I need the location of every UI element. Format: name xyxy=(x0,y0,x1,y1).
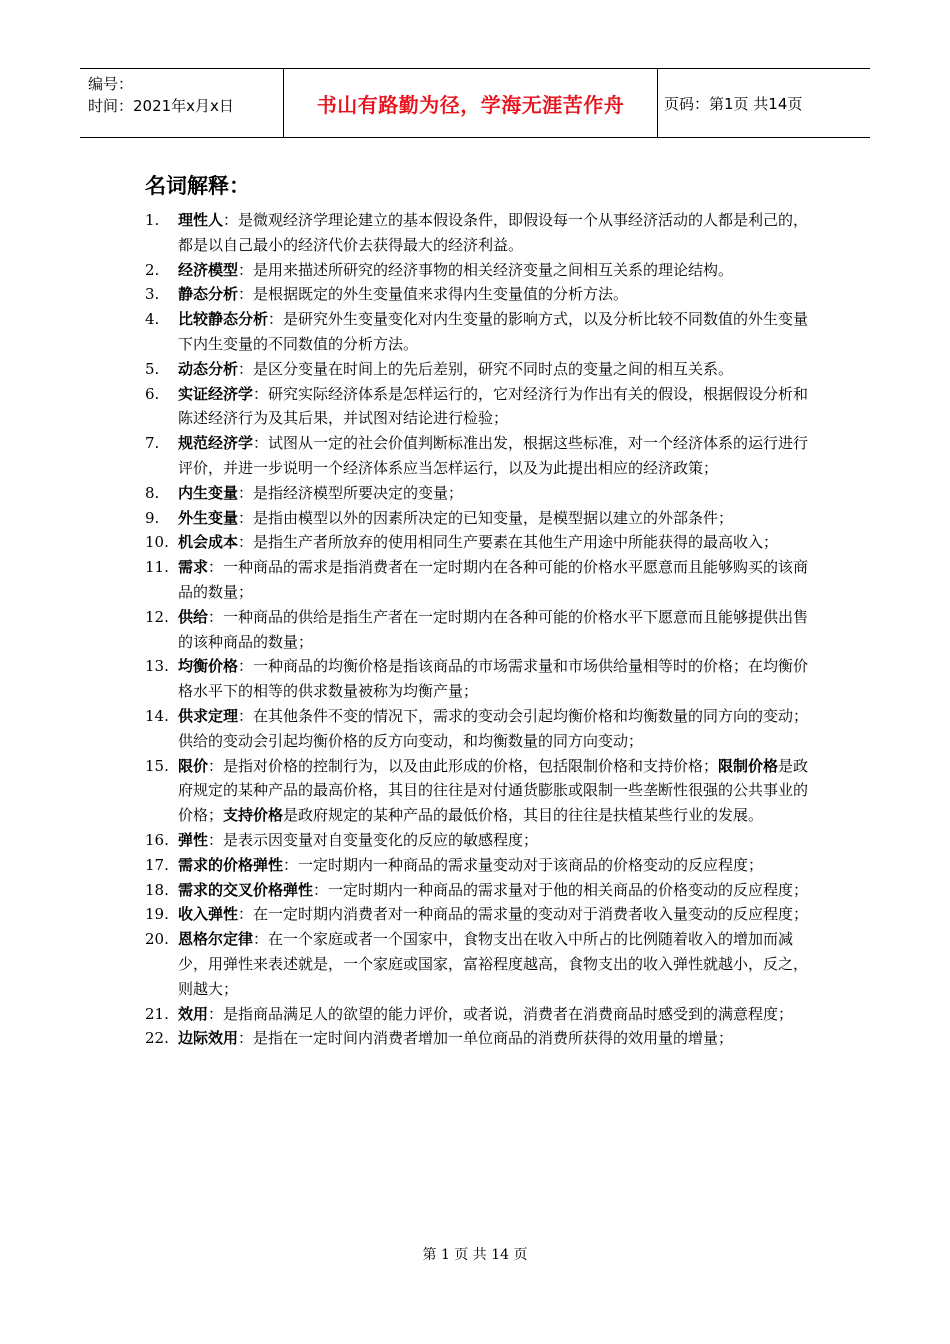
item-term: 弹性 xyxy=(178,830,209,849)
item-number: 2. xyxy=(145,260,160,279)
header-motto: 书山有路勤为径，学海无涯苦作舟 xyxy=(316,92,625,117)
item-number: 3. xyxy=(145,285,160,304)
item-definition: ：是研究外生变量变化对内生变量的影响方式，以及分析比较不同数值的外生变量下内生变量的不同数值的分析方法。 xyxy=(178,310,809,353)
item-term: 限制价格 xyxy=(718,756,779,775)
list-item xyxy=(0,902,818,927)
item-definition: ：一种商品的供给是指生产者在一定时期内在各种可能的价格水平下愿意而且能够提供出售的该种商品的数量； xyxy=(178,607,809,651)
item-number: 12. xyxy=(145,607,169,626)
item-definition: ：是微观经济学理论建立的基本假设条件，即假设每一个从事经济活动的人都是利己的，都是以自己最小的经济代价去获得最大的经济利益。 xyxy=(178,211,809,254)
item-term: 理性人 xyxy=(178,211,224,229)
item-term: 动态分析 xyxy=(178,359,239,378)
definition-list xyxy=(0,208,950,1051)
item-definition: ：是指对价格的控制行为，以及由此形成的价格，包括限制价格和支持价格； xyxy=(208,756,719,775)
page-header xyxy=(80,68,870,138)
list-item xyxy=(0,654,818,704)
list-item xyxy=(0,1002,818,1027)
item-term: 需求的价格弹性 xyxy=(178,855,284,874)
list-item xyxy=(0,704,818,754)
item-term: 机会成本 xyxy=(178,533,239,552)
item-term: 供给 xyxy=(178,607,209,626)
item-number: 15. xyxy=(145,756,169,775)
item-term: 静态分析 xyxy=(178,285,239,304)
item-number: 11. xyxy=(145,558,169,577)
item-definition: ：是根据既定的外生变量值来求得内生变量值的分析方法。 xyxy=(238,285,629,304)
section-title: 名词解释： xyxy=(145,174,250,198)
list-item xyxy=(0,878,818,903)
list-item xyxy=(0,382,818,432)
header-meta xyxy=(80,69,284,137)
list-item xyxy=(0,258,818,283)
item-definition: ：研究实际经济体系是怎样运行的，它对经济行为作出有关的假设，根据假设分析和陈述经济行为及其后果，并试图对结论进行检验； xyxy=(178,384,809,428)
item-definition: ：是表示因变量对自变量变化的反应的敏感程度； xyxy=(208,830,539,849)
item-term: 恩格尔定律 xyxy=(178,930,254,949)
item-definition: ：是指在一定时间内消费者增加一单位商品的消费所获得的效用量的增量； xyxy=(238,1029,734,1048)
item-number: 16. xyxy=(145,830,169,849)
list-item xyxy=(0,282,818,307)
item-term: 外生变量 xyxy=(178,508,239,527)
item-number: 1. xyxy=(145,211,160,229)
item-definition: ：一种商品的均衡价格是指该商品的市场需求量和市场供给量相等时的价格；在均衡价格水平下的相等的供求数量被称为均衡产量； xyxy=(178,657,809,701)
item-term: 经济模型 xyxy=(178,260,239,279)
item-definition: 是政府规定的某种产品的最高价格，其目的往往是对付通货膨胀或限制一些垄断性很强的公共事业的价格； xyxy=(178,756,809,825)
page-footer: 第 1 页 共 14 页 xyxy=(422,1247,528,1263)
item-number: 21. xyxy=(145,1004,169,1023)
list-item xyxy=(0,530,818,555)
item-definition: ：是指由模型以外的因素所决定的已知变量，是模型据以建立的外部条件； xyxy=(238,508,734,527)
item-number: 5. xyxy=(145,359,160,378)
list-item xyxy=(0,828,818,853)
list-item xyxy=(0,853,818,878)
list-item xyxy=(0,431,818,481)
time-line: 时间：2021年x月x日 xyxy=(88,97,234,115)
item-definition: ：是指生产者所放弃的使用相同生产要素在其他生产用途中所能获得的最高收入； xyxy=(238,533,779,552)
item-definition: ：一种商品的需求是指消费者在一定时期内在各种可能的价格水平愿意而且能够购买的该商品的数量； xyxy=(178,558,809,601)
item-number: 19. xyxy=(145,905,169,924)
item-term: 收入弹性 xyxy=(178,905,239,924)
header-motto-cell xyxy=(284,69,658,137)
item-number: 14. xyxy=(145,706,169,725)
item-number: 6. xyxy=(145,384,160,403)
list-item xyxy=(0,307,818,357)
item-definition: 是政府规定的某种产品的最低价格，其目的往往是扶植某些行业的发展。 xyxy=(283,806,764,825)
list-item xyxy=(0,208,818,258)
item-term: 需求 xyxy=(178,558,209,577)
item-number: 7. xyxy=(145,434,160,453)
item-definition: ：是指商品满足人的欲望的能力评价，或者说，消费者在消费商品时感受到的满意程度； xyxy=(208,1004,794,1023)
item-term: 均衡价格 xyxy=(178,657,239,676)
item-term: 限价 xyxy=(178,756,209,775)
item-number: 17. xyxy=(145,855,169,874)
list-item xyxy=(0,927,818,1001)
header-page-code xyxy=(658,69,870,137)
number-label: 编号： xyxy=(88,75,134,93)
item-term: 支持价格 xyxy=(223,806,284,825)
list-item xyxy=(0,754,818,828)
item-definition: ：在一定时期内消费者对一种商品的需求量的变动对于消费者收入量变动的反应程度； xyxy=(238,905,809,924)
list-item xyxy=(0,506,818,531)
item-term: 供求定理 xyxy=(178,706,239,725)
item-definition: ：试图从一定的社会价值判断标准出发，根据这些标准，对一个经济体系的运行进行评价，并进一步说明一个经济体系应当怎样运行，以及为此提出相应的经济政策； xyxy=(178,434,809,477)
list-item xyxy=(0,1026,818,1051)
item-number: 18. xyxy=(145,880,169,899)
item-definition: ：在其他条件不变的情况下，需求的变动会引起均衡价格和均衡数量的同方向的变动；供给的变动会引起均衡价格的反方向变动，和均衡数量的同方向变动； xyxy=(178,706,809,750)
item-number: 22. xyxy=(145,1029,169,1048)
item-term: 实证经济学 xyxy=(178,384,254,403)
item-number: 8. xyxy=(145,483,160,502)
item-term: 规范经济学 xyxy=(178,434,254,453)
item-term: 比较静态分析 xyxy=(178,310,269,329)
item-term: 效用 xyxy=(178,1004,209,1023)
item-number: 13. xyxy=(145,657,169,676)
page-code: 页码：第1页 共14页 xyxy=(664,94,803,113)
item-number: 9. xyxy=(145,508,160,527)
item-term: 内生变量 xyxy=(178,483,239,502)
list-item xyxy=(0,605,818,655)
item-number: 20. xyxy=(145,930,169,949)
list-item xyxy=(0,555,818,605)
item-definition: ：是区分变量在时间上的先后差别，研究不同时点的变量之间的相互关系。 xyxy=(238,359,734,378)
item-definition: ：是用来描述所研究的经济事物的相关经济变量之间相互关系的理论结构。 xyxy=(238,260,734,279)
list-item xyxy=(0,357,818,382)
item-definition: ：是指经济模型所要决定的变量； xyxy=(238,483,464,502)
item-term: 边际效用 xyxy=(178,1029,239,1048)
item-definition: ：一定时期内一种商品的需求量变动对于该商品的价格变动的反应程度； xyxy=(283,855,764,874)
item-number: 10. xyxy=(145,533,169,552)
item-term: 需求的交叉价格弹性 xyxy=(178,880,314,899)
item-definition: ：在一个家庭或者一个国家中，食物支出在收入中所占的比例随着收入的增加而减少，用弹性来表述就是，一个家庭或国家，富裕程度越高，食物支出的收入弹性就越小，反之，则越大； xyxy=(178,930,809,998)
item-number: 4. xyxy=(145,310,160,329)
item-definition: ：一定时期内一种商品的需求量对于他的相关商品的价格变动的反应程度； xyxy=(313,880,809,899)
list-item xyxy=(0,481,818,506)
